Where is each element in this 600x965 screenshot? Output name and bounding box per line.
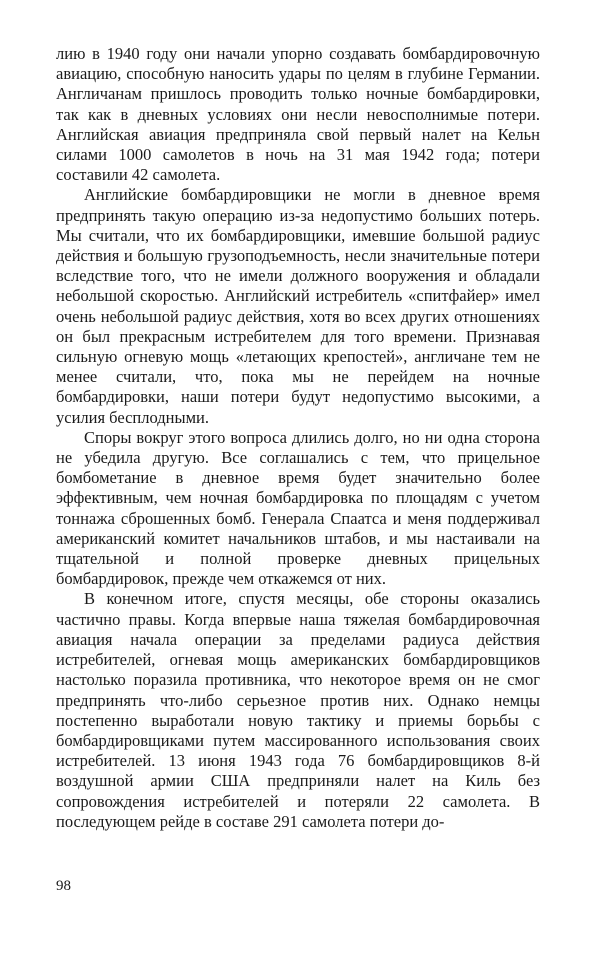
paragraph-1: лию в 1940 году они начали упорно создавать бомбардировочную авиацию, способную наносить удары по целям в глубине Германии. Англичанам пришлось проводить только ночные бомбардировки, так как в дневных условиях они несли невосполнимые потери. Английская авиация предприняла свой первый налет на Кельн силами 1000 самолетов в ночь на 31 мая 1942 года; потери составили 42 самолета. (56, 44, 540, 185)
page-number: 98 (56, 878, 71, 894)
body-text (56, 44, 540, 832)
paragraph-2: Английские бомбардировщики не могли в дневное время предпринять такую операцию из-за недопустимо больших потерь. Мы считали, что их бомбардировщики, имевшие большой радиус действия и большую грузоподъемность, несли значительные потери вследствие того, что не имели должного вооружения и обладали небольшой скоростью. Английский истребитель «спитфайер» имел очень небольшой радиус действия, хотя во всех других отношениях он был прекрасным истребителем для того времени. Признавая сильную огневую мощь «летающих крепостей», англичане тем не менее считали, что, пока мы не перейдем на ночные бомбардировки, наши потери будут недопустимо высокими, а усилия бесплодными. (56, 185, 540, 427)
paragraph-3: Споры вокруг этого вопроса длились долго, но ни одна сторона не убедила другую. Все соглашались с тем, что прицельное бомбометание в дневное время будет значительно более эффективным, чем ночная бомбардировка по площадям с учетом тоннажа сброшенных бомб. Генерала Спаатса и меня поддерживал американский комитет начальников штабов, и мы настаивали на тщательной и полной проверке дневных прицельных бомбардировок, прежде чем откажемся от них. (56, 427, 540, 589)
paragraph-4: В конечном итоге, спустя месяцы, обе стороны оказались частично правы. Когда впервые наша тяжелая бомбардировочная авиация начала операции за пределами радиуса действия истребителей, огневая мощь американских бомбардировщиков настолько поразила противника, что некоторое время он не смог предпринять что-либо серьезное против них. Однако немцы постепенно выработали новую тактику и приемы борьбы с бомбардировщиками путем массированного использования своих истребителей. 13 июня 1943 года 76 бомбардировщиков 8-й воздушной армии США предприняли налет на Киль без сопровождения истребителей и потеряли 22 самолета. В последующем рейде в составе 291 самолета потери до- (56, 589, 540, 831)
